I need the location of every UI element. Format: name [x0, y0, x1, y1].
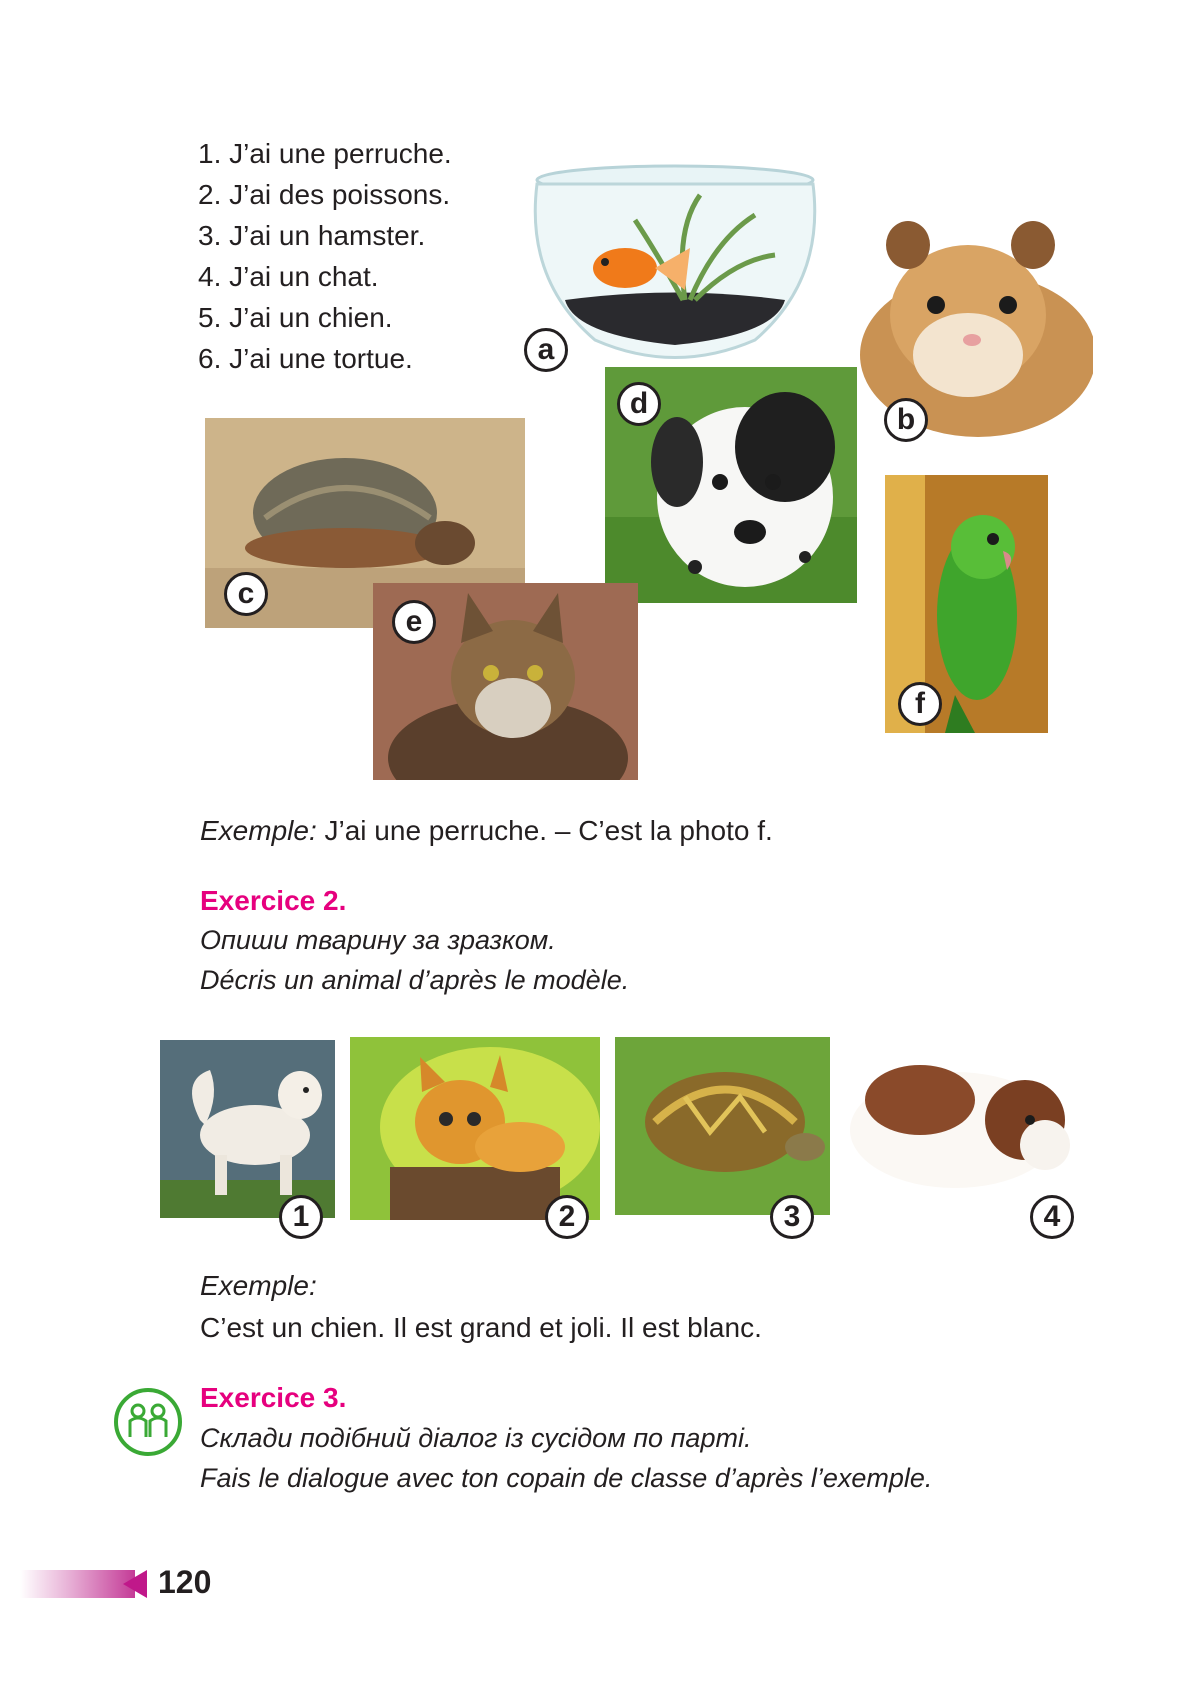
page-bar [20, 1570, 135, 1598]
exercise2-example-text: C’est un chien. Il est grand et joli. Il est blanc. [200, 1312, 762, 1343]
photo-kitten [350, 1037, 600, 1220]
exercise1-example [200, 815, 773, 847]
page-number: 120 [158, 1564, 212, 1600]
photo-label-d: d [617, 382, 661, 426]
exercise2-instruction-uk: Опиши тварину за зразком. [200, 925, 556, 955]
photo-label-c: c [224, 572, 268, 616]
example-text: J’ai une perruche. – C’est la photo f. [324, 815, 773, 846]
photo-label-4: 4 [1030, 1195, 1074, 1239]
photo-label-b: b [884, 398, 928, 442]
exercise3-instruction-fr: Fais le dialogue avec ton copain de classe d’après l’exemple. [200, 1463, 933, 1493]
sentence-list [198, 133, 452, 379]
example-label: Exemple: [200, 815, 317, 846]
photo-fishbowl [525, 160, 825, 365]
exercise2-example-label: Exemple: [200, 1270, 317, 1301]
page-arrow-icon [123, 1570, 147, 1598]
exercise2-instruction-fr: Décris un animal d’après le modèle. [200, 965, 630, 995]
exercise2-title: Exercice 2. [200, 885, 347, 916]
photo-tortoise-grass [615, 1037, 830, 1215]
sentence-item: 1. J’ai une perruche. [198, 138, 452, 169]
exercise3-instruction-uk: Склади подібний діалог із сусідом по парті. [200, 1423, 752, 1453]
photo-label-1: 1 [279, 1195, 323, 1239]
photo-hamster [848, 205, 1093, 437]
sentence-item: 3. J’ai un hamster. [198, 220, 426, 251]
photo-label-e: e [392, 600, 436, 644]
sentence-item: 4. J’ai un chat. [198, 261, 379, 292]
photo-label-2: 2 [545, 1195, 589, 1239]
photo-label-a: a [524, 328, 568, 372]
pair-work-icon [113, 1387, 183, 1457]
exercise3-title: Exercice 3. [200, 1382, 347, 1413]
sentence-item: 5. J’ai un chien. [198, 302, 393, 333]
sentence-item: 2. J’ai des poissons. [198, 179, 451, 210]
photo-label-f: f [898, 682, 942, 726]
photo-guinea-pig [840, 1050, 1080, 1200]
photo-white-dog [160, 1040, 335, 1218]
sentence-item: 6. J’ai une tortue. [198, 343, 413, 374]
photo-label-3: 3 [770, 1195, 814, 1239]
